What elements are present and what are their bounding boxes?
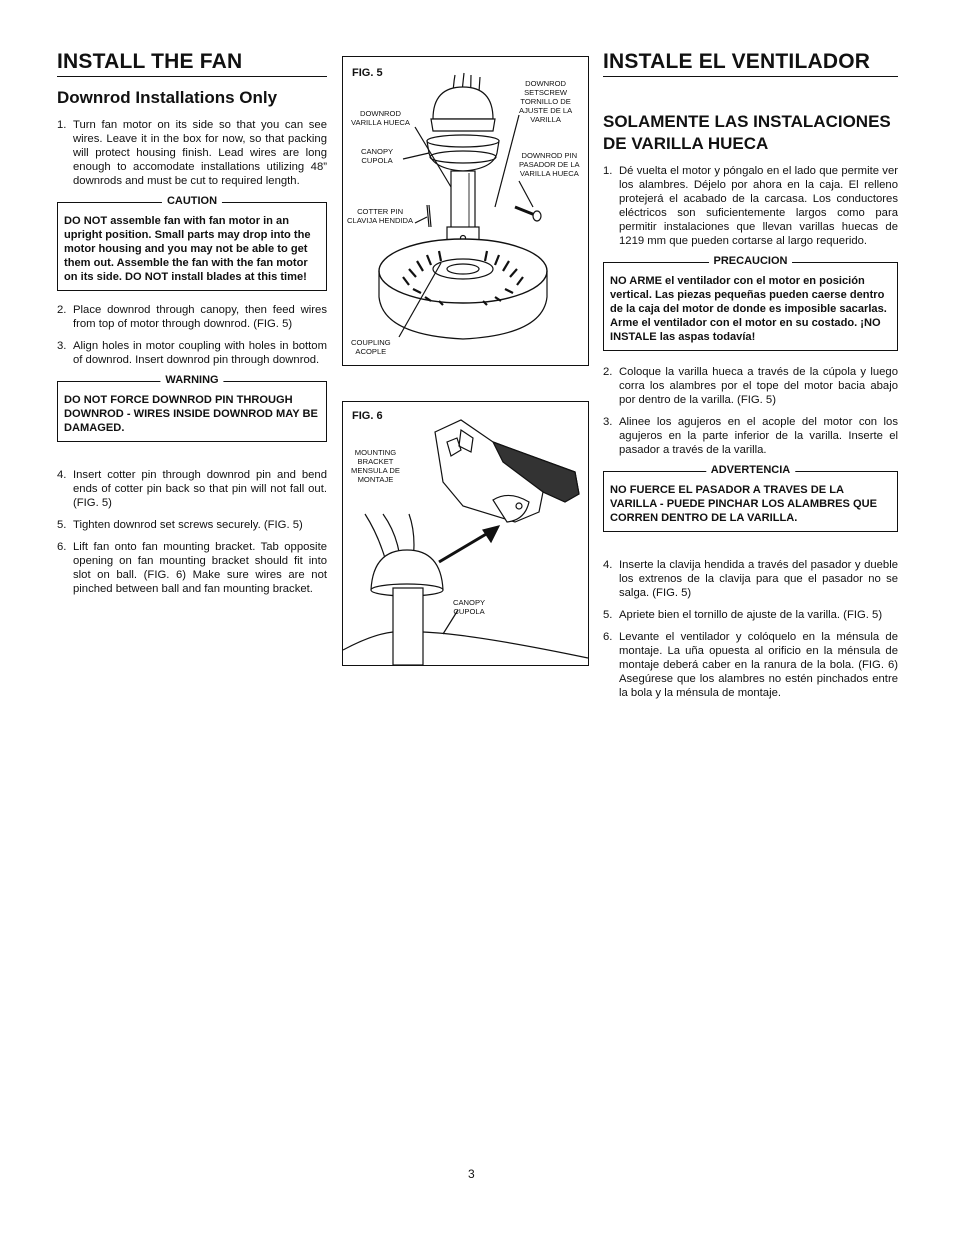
- steps-list-c: [57, 468, 327, 596]
- steps-list-a-es: [603, 164, 898, 248]
- cotter-pin-label: COTTER PIN CLAVIJA HENDIDA: [347, 207, 414, 225]
- steps-list-a: [57, 118, 327, 188]
- steps-list-b-es: [603, 365, 898, 457]
- warning-title: WARNING: [160, 374, 223, 386]
- list-item: 6. Levante el ventilador y colóquelo en la ménsula de montaje. La uña opuesta al orificio en la ménsula de montaje deberá caber en la ranura de la bola. (FIG. 6) Asegúrese que los alambres no estén pinchados entre la bola y la ménsula de montaje.: [603, 631, 898, 699]
- steps-list-c-es: [603, 558, 898, 700]
- warning-text-es: NO FUERCE EL PASADOR A TRAVES DE LA VARILLA - PUEDE PINCHAR LOS ALAMBRES QUE CORREN DENTRO DE LA VARILLA.: [610, 484, 878, 524]
- fan-bracket-illustration: [343, 402, 588, 665]
- page-title: INSTALL THE FAN: [57, 50, 327, 77]
- caution-title: CAUTION: [162, 195, 222, 207]
- list-item: 2. Place downrod through canopy, then feed wires from top of motor through downrod. (FIG. 5): [57, 304, 327, 330]
- list-item: 1. Dé vuelta el motor y póngalo en el lado que permite ver los alambres. Déjelo por ahora en la caja. El relleno protejerá el acabado de la carcasa. Los conductores eléctricos son suficientemente largos como para permitir instalaciones que llevan varillas huecas de 1219 mm que pueden cortarse al largo requerido.: [603, 165, 898, 247]
- caution-box-es: [603, 255, 898, 351]
- mounting-bracket-label: MOUNTING BRACKET MENSULA DE MONTAJE: [351, 448, 400, 484]
- list-item: 2. Coloque la varilla hueca a través de la cúpola y luego corra los alambres por el tope del motor bacia abajo por dentro de la varilla. (FIG. 5): [603, 366, 898, 406]
- page-number: 3: [468, 1167, 475, 1181]
- figure-6-label: FIG. 6: [352, 410, 383, 422]
- setscrew-label: DOWNROD SETSCREW TORNILLO DE AJUSTE DE LA VARILLA: [519, 79, 573, 124]
- downrod-pin-label: DOWNROD PIN PASADOR DE LA VARILLA HUECA: [519, 151, 580, 178]
- figure-6: [342, 401, 589, 666]
- warning-box-es: [603, 464, 898, 532]
- english-column: [57, 50, 327, 604]
- canopy-label: CANOPY CUPOLA: [361, 147, 394, 165]
- list-item: 4. Inserte la clavija hendida a través del pasador y dueble los extrenos de la clavija para que el pasador no se salga. (FIG. 5): [603, 559, 898, 599]
- caution-text: DO NOT assemble fan with fan motor in an upright position. Small parts may drop into the motor housing and you may not be able to get them out. Assemble the fan with the fan motor on its side. DO NOT install blades at this time!: [64, 215, 311, 283]
- section-subtitle: Downrod Installations Only: [57, 88, 278, 107]
- list-item: 4. Insert cotter pin through downrod pin and bend ends of cotter pin back so that pin will not fall out. (FIG. 5): [57, 469, 327, 509]
- coupling-label: COUPLING ACOPLE: [351, 338, 391, 356]
- warning-title-es: ADVERTENCIA: [706, 464, 795, 476]
- list-item: 5. Tighten downrod set screws securely. (FIG. 5): [57, 519, 303, 531]
- spanish-column: [603, 50, 898, 708]
- section-subtitle-es: SOLAMENTE LAS INSTALACIONES DE VARILLA HUECA: [603, 112, 891, 153]
- warning-box: [57, 374, 327, 442]
- warning-text: DO NOT FORCE DOWNROD PIN THROUGH DOWNROD - WIRES INSIDE DOWNROD MAY BE DAMAGED.: [64, 394, 318, 434]
- canopy-label-6: CANOPY CUPOLA: [453, 598, 486, 616]
- caution-text-es: NO ARME el ventilador con el motor en posición vertical. Las piezas pequeñas pueden caerse dentro de la caja del motor de donde es imposible sacarlas. Arme el ventilador con el motor en su costado. ¡NO INSTALE las aspas todavía!: [610, 275, 887, 343]
- list-item: 5. Apriete bien el tornillo de ajuste de la varilla. (FIG. 5): [603, 609, 883, 621]
- list-item: 3. Alinee los agujeros en el acople del motor con los agujeros en la parte inferior de la varilla. Inserte el pasador a través de la varilla.: [603, 416, 898, 456]
- figure-5-label: FIG. 5: [352, 67, 383, 79]
- list-item: 1. Turn fan motor on its side so that you can see wires. Leave it in the box for now, so that packing will protect housing finish. Lead wires are long enough to accomodate installations utilizing 48” downrods and must be cut to required length.: [57, 119, 327, 187]
- downrod-label: DOWNROD VARILLA HUECA: [351, 109, 410, 127]
- list-item: 6. Lift fan onto fan mounting bracket. Tab opposite opening on fan mounting bracket should fit into slot on ball. (FIG. 6) Make sure wires are not pinched between ball and fan mounting bracket.: [57, 541, 327, 595]
- page-title-es: INSTALE EL VENTILADOR: [603, 50, 898, 77]
- caution-title-es: PRECAUCION: [709, 255, 793, 267]
- caution-box: [57, 195, 327, 291]
- steps-list-b: [57, 303, 327, 367]
- list-item: 3. Align holes in motor coupling with holes in bottom of downrod. Insert downrod pin through downrod.: [57, 340, 327, 366]
- figure-5: [342, 56, 589, 366]
